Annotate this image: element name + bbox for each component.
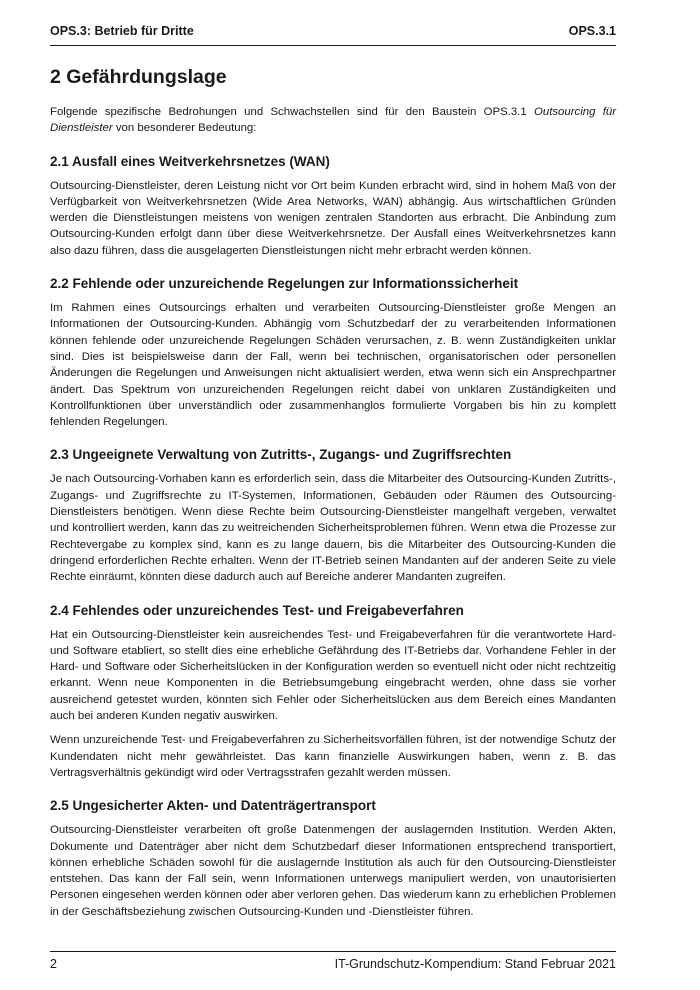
section-paragraph: Outsourcing-Dienstleister, deren Leistung nicht vor Ort beim Kunden erbracht wird, sind in hohem Maß von der Verfügbarkeit von Weitverkehrsnetzen (Wide Area Networks, WAN) abhängig. Aus wirtschaftlichen Gründen werden die Dienstleistungen meistens von wenigen zentralen Standorten aus erbracht. Die Anbindung zum Outsourcing-Kunden erfolgt dann über diese Weitverkehrsnetze. Der Ausfall eines Weitverkehrsnetzes kann also dazu führen, dass die ausgelagerten Dienstleistungen nicht mehr erbracht werden können. bbox=[50, 179, 616, 257]
section-paragraph: Im Rahmen eines Outsourcings erhalten und verarbeiten Outsourcing-Dienstleister große Mengen an Informationen der Outsourcing-Kunden. Abhängig vom Schutzbedarf der zu verarbeitenden Informationen können fehlende oder unzureichende Regelungen Schäden verursachen, z. B. wenn Zuständigkeiten unklar sind. Dies ist beispielsweise dann der Fall, wenn bei technischen, organisatorischen oder personellen Änderungen die Regelungen und Anweisungen nicht aktualisiert werden, etwa wenn sich ein Ansprechpartner ändert. Das Spektrum von unzureichenden Regelungen reicht dabei von unklaren Zuständigkeiten und Kontrollfunktionen über unverständlich oder zusammenhanglos formulierte Vorgaben bis hin zu komplett fehlenden Regelungen. bbox=[50, 302, 616, 429]
chapter-title: 2 Gefährdungslage bbox=[50, 66, 227, 88]
running-header bbox=[50, 24, 616, 44]
header-module-title: OPS.3: Betrieb für Dritte bbox=[50, 24, 194, 38]
header-module-id: OPS.3.1 bbox=[568, 24, 616, 38]
section-missing-security-rules bbox=[50, 275, 616, 430]
section-paragraph: Je nach Outsourcing-Vorhaben kann es erforderlich sein, dass die Mitarbeiter des Outsourcing-Kunden Zutritts-, Zugangs- und Zugriffsrechte zu IT-Systemen, Informationen, Gebäuden oder Räumen des Outsourcing-Dienstleisters benötigen. Wenn diese Rechte beim Outsourcing-Dienstleister mangelhaft vergeben, verwaltet und kontrolliert werden, kann das zu weitreichenden Sicherheitsproblemen führen. Wenn etwa die Prozesse zur Rechtevergabe zu komplex sind, kann es zu lange dauern, bis die Mitarbeiter des Outsourcing-Kunden die dringend erforderlichen Rechte erhalten. Wenn der IT-Betrieb seinen Mandanten auf der anderen Seite zu viele Rechte einräumt, könnten diese dadurch auch auf Bereiche anderer Mandanten zugreifen. bbox=[50, 473, 616, 584]
intro-text-start: Folgende spezifische Bedrohungen und Schwachstellen sind für den Baustein OPS.3.1 bbox=[50, 106, 534, 118]
section-title: 2.2 Fehlende oder unzureichende Regelungen zur Informationssicherheit bbox=[50, 276, 519, 292]
section-title: 2.1 Ausfall eines Weitverkehrsnetzes (WAN) bbox=[50, 153, 330, 169]
page-number: 2 bbox=[50, 957, 57, 971]
section-paragraph: Outsourcing-Dienstleister verarbeiten oft große Datenmengen der auslagernden Institution. Werden Akten, Dokumente und Datenträger aber nicht dem Schutzbedarf dieser Informationen entsprechend transportiert, können erhebliche Schäden sowohl für die auslagernde Institution als auch für den Outsourcing-Dienstleister entstehen. Das kann der Fall sein, wenn Informationen unterwegs manipuliert werden, von unautorisierten Personen eingesehen werden können oder aber verloren gehen. Das wiederum kann zu erheblichen Problemen in der Geschäftsbeziehung zwischen Outsourcing-Kunden und -Dienstleister führen. bbox=[50, 824, 616, 918]
section-paragraph: Wenn unzureichende Test- und Freigabeverfahren zu Sicherheitsvorfällen führen, ist der notwendige Schutz der Kundendaten nicht mehr gewährleistet. Das kann finanzielle Auswirkungen haben, wenn z. B. das Vertragsverhältnis gekündigt wird oder Vertragsstrafen gezahlt werden müssen. bbox=[50, 734, 616, 779]
section-test-release bbox=[50, 602, 616, 782]
section-paragraph: Hat ein Outsourcing-Dienstleister kein ausreichendes Test- und Freigabeverfahren für die verantwortete Hard- und Software etabliert, so stellt dies eine erhebliche Gefährdung des IT-Betriebs dar. Vorhandene Fehler in der Hard- und Software oder Sicherheitslücken in der Konfiguration werden so eventuell nicht oder nicht rechtzeitig erkannt. Wenn neue Komponenten in die Betriebsumgebung eingebracht werden, ohne dass sie vorher ausreichend getestet wurden, könnten sich Fehler oder Sicherheitslücken aus dem Bereich eines Mandanten auch bei anderen Kunden negativ auswirken. bbox=[50, 628, 616, 723]
header-rule bbox=[50, 45, 616, 46]
footer-source: IT-Grundschutz-Kompendium: Stand Februar 2021 bbox=[334, 957, 616, 971]
footer-rule bbox=[50, 951, 616, 952]
running-footer bbox=[50, 957, 616, 971]
section-access-rights bbox=[50, 446, 616, 585]
chapter-intro bbox=[50, 104, 616, 137]
section-title: 2.5 Ungesicherter Akten- und Datenträgertransport bbox=[50, 798, 376, 814]
section-media-transport bbox=[50, 797, 616, 920]
intro-text-end: von besonderer Bedeutung: bbox=[112, 122, 257, 135]
section-wan-failure bbox=[50, 153, 616, 259]
section-title: 2.4 Fehlendes oder unzureichendes Test- und Freigabeverfahren bbox=[50, 602, 464, 618]
intro-module-name: Outsourcing für Dienstleister bbox=[50, 106, 617, 135]
section-title: 2.3 Ungeeignete Verwaltung von Zutritts-, Zugangs- und Zugriffsrechten bbox=[50, 447, 512, 463]
page-content bbox=[50, 64, 616, 928]
